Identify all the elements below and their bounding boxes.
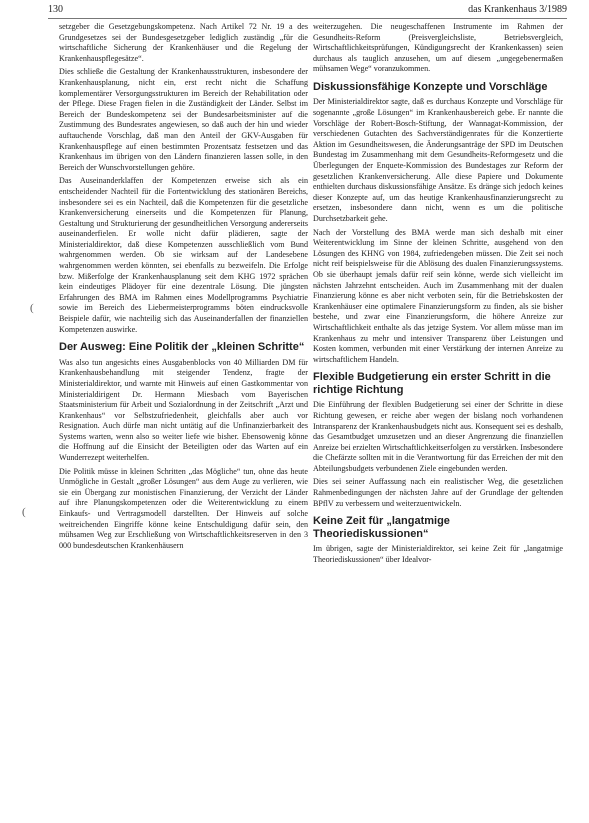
paragraph: weiterzugehen. Die neugeschaffenen Instrumente im Rahmen der Gesundheits-Reform (Preisvergleichsliste, Betriebsvergleich, Wirtschaftlichkeitsprüfungen, Kündigungsrecht der Krankenkassen) seien durchaus als tauglich anzusehen, um auf diesem „ungegebenermaßen mühsamen Wege“ voranzukommen. xyxy=(313,22,563,74)
paragraph: Das Auseinanderklaffen der Kompetenzen erweise sich als ein entscheidender Nachteil für die Fortentwicklung des stationären Bereichs, insbesondere sei es ein Nachteil, daß die Kompetenzen für die gesetzliche Krankenversicherung einerseits und die Kompetenzen für Planung, Gestaltung und Strukturierung der gesundheitlichen Versorgung andererseits auseinanderfielen. Er wolle nicht dafür plädieren, sagte der Ministerialdirektor, daß diese Kompetenzen ausschließlich vom Bund wahrgenommen werden. Ob sie wirksam auf der Landesebene wahrgenommen werden könnten, sei ebenfalls zu bezweifeln. Die Erfolge bzw. Mißerfolge der Krankenhausplanung seit dem KHG 1972 sprächen kein eindeutiges Plädoyer für eine dezentrale Lösung. Die jüngsten Erfahrungen des BMA im Rahmen eines Modellprogramms Psychiatrie sowie im Bereich des Liebermeisterprogramms böten eindrucksvolle Beispiele dafür, wie nachteilig sich das Auseinanderfallen der finanziellen Kompetenzen auswirke. xyxy=(59,176,308,334)
section-heading: Keine Zeit für „langatmige Theoriediskussionen“ xyxy=(313,515,450,540)
paragraph: Dies schließe die Gestaltung der Krankenhausstrukturen, insbesondere der Krankenhausplanung, nicht ein, erst recht nicht die Schaffung komplementärer Versorgungsstrukturen im Bereich der Rehabilitation oder der Pflege. Diese Fragen fielen in die Zuständigkeit der Länder. Selbst im Bereich der Bundeskompetenz sei der Bundesarbeitsminister auf die Zustimmung des Bundesrates angewiesen, so daß auch der hin und wieder auftauchende Vorschlag, daß man den Anteil der GKV-Ausgaben für Krankenhauspflege auf einen bestimmten Prozentsatz festsetzen und das Krankenhaus im übrigen von den Ländern finanzieren lassen solle, in den Bereich der Wunschvorstellungen gehöre. xyxy=(59,67,308,172)
paragraph: Die Einführung der flexiblen Budgetierung sei einer der Schritte in diese Richtung gewesen, er reiche aber wegen der bislang noch vorhandenen Intransparenz der Krankenhausbudgets nicht aus. Konsequent sei es deshalb, das Gesamtbudget umzusetzen und an dieser Angrenzung die finanziellen Anreize bei erzielten Wirtschaftlichkeitserfolgen zu verstärken. Insbesondere die Chefärzte sollten mit in die Verantwortung für das Erreichen der mit den Abteilungsbudgets verbundenen Ziele eingebunden werden. xyxy=(313,400,563,473)
left-column xyxy=(59,22,308,554)
section-heading: Flexible Budgetierung ein erster Schritt in die richtige Richtung xyxy=(313,371,551,396)
margin-mark: ( xyxy=(30,302,34,314)
paragraph: Im übrigen, sagte der Ministerialdirektor, sei keine Zeit für „langatmige Theoriediskussionen“ über Idealvor- xyxy=(313,544,563,564)
paragraph: Der Ministerialdirektor sagte, daß es durchaus Konzepte und Vorschläge für sogenannte „große Lösungen“ im Krankenhausbereich gebe. Er nannte die Vorschläge der Robert-Bosch-Stiftung, der Wannagat-Kommission, der verschiedenen Gutachten des Sachverständigenrates für die Konzertierte Aktion im Gesundheitswesen, die Änderungsanträge der SPD im Deutschen Bundestag im Zusammenhang mit dem Gesundheits-Reformgesetz und die Überlegungen der Enquete-Kommission des Bundestages zur Reform der gesetzlichen Krankenversicherung. Alle diese Papiere und Dokumente enthielten durchaus diskussionsfähige Ansätze. Es dränge sich jedoch keines dieser Konzepte auf, um das heutige Krankenhausfinanzierungsrecht zu ersetzen, insbesondere dann nicht, wenn es um die politische Durchsetzbarkeit gehe. xyxy=(313,97,563,223)
page-number: 130 xyxy=(48,4,63,15)
page-header xyxy=(48,4,567,19)
right-column xyxy=(313,22,563,568)
section-heading: Diskussionsfähige Konzepte und Vorschläge xyxy=(313,80,548,93)
paragraph: setzgeber die Gesetzgebungskompetenz. Nach Artikel 72 Nr. 19 a des Grundgesetzes sei der Bundesgesetzgeber lediglich zuständig „für die wirtschaftliche Sicherung der Krankenhäuser und die Regelung der Krankenhauspflegesätze“. xyxy=(59,22,308,63)
paragraph: Dies sei seiner Auffassung nach ein realistischer Weg, die gesetzlichen Rahmenbedingungen der nächsten Jahre auf der Grundlage der geltenden BPflV zu verbessern und weiterzuentwickeln. xyxy=(313,477,563,508)
margin-mark: ( xyxy=(22,506,26,518)
paragraph: Was also tun angesichts eines Ausgabenblocks von 40 Milliarden DM für Krankenhausbehandlung mit steigender Tendenz, fragte der Ministerialdirektor, und warnte mit Hinweis auf einen Gastkommentar von Ministerialdirigent Dr. Hermann Miesbach vom Bayerischen Staatsministerium für Arbeit und Sozialordnung in der Zeitschrift „Arzt und Krankenhaus“ vor Selbstzufriedenheit, gleichfalls aber auch vor Resignation. Auch dürfe man nicht untätig auf die Unfinanzierbarkeit des Systems warten, wenn also so weiter liefe wie bisher. Ebensowenig könne die Hoffnung auf die Einsicht der Beteiligten oder das Warten auf ein Wunderrezept weiterhelfen. xyxy=(59,357,308,463)
section-heading: Der Ausweg: Eine Politik der „kleinen Schritte“ xyxy=(59,341,305,354)
paragraph: Nach der Vorstellung des BMA werde man sich deshalb mit einer Weiterentwicklung im Sinne der kleinen Schritte, ausgehend von den Lösungen des KHNG von 1984, zufriedengeben müssen. Die Zeit sei noch nicht reif beispielsweise für die Ablösung des dualen Finanzierungssystems. Ob sie überhaupt jemals dafür reif sein könne, werde sich vielleicht im nächsten Jahrzehnt entscheiden. Auch im Zusammenhang mit der dualen Finanzierung könne es aber nicht verboten sein, für die Betriebskosten der Krankenhäuser eine optimalere Finanzierungsform zu finden, als sie bisher bestehe, und zwar eine Finanzierungsform, die höhere Anreize zur Wirtschaftlichkeit enthalte als das jetzige System. Vor allem müsse man im Krankenhaus zu mehr und intensiver Transparenz über Leistungen und Kosten kommen, verbunden mit einer Verstärkung der internen Anreize zu wirtschaftlichem Handeln. xyxy=(313,227,563,364)
paragraph: Die Politik müsse in kleinen Schritten „das Mögliche“ tun, ohne das heute Unmögliche in Gestalt „großer Lösungen“ aus dem Auge zu verlieren, wie sie ein Übergang zur monistischen Finanzierung, der Verzicht der Länder auf ihre Planungskompetenzen oder die Weiterentwicklung zu einem Einkaufs- und Vertragsmodell darstellten. Der Hinweis auf solche weitreichenden Eingriffe könne keine Entschuldigung dafür sein, den mühsamen Weg zur Erschließung von Wirtschaftlichkeitsreserven in den 3 000 bundesdeutschen Krankenhäusern xyxy=(59,466,308,550)
journal-reference: das Krankenhaus 3/1989 xyxy=(468,4,567,15)
